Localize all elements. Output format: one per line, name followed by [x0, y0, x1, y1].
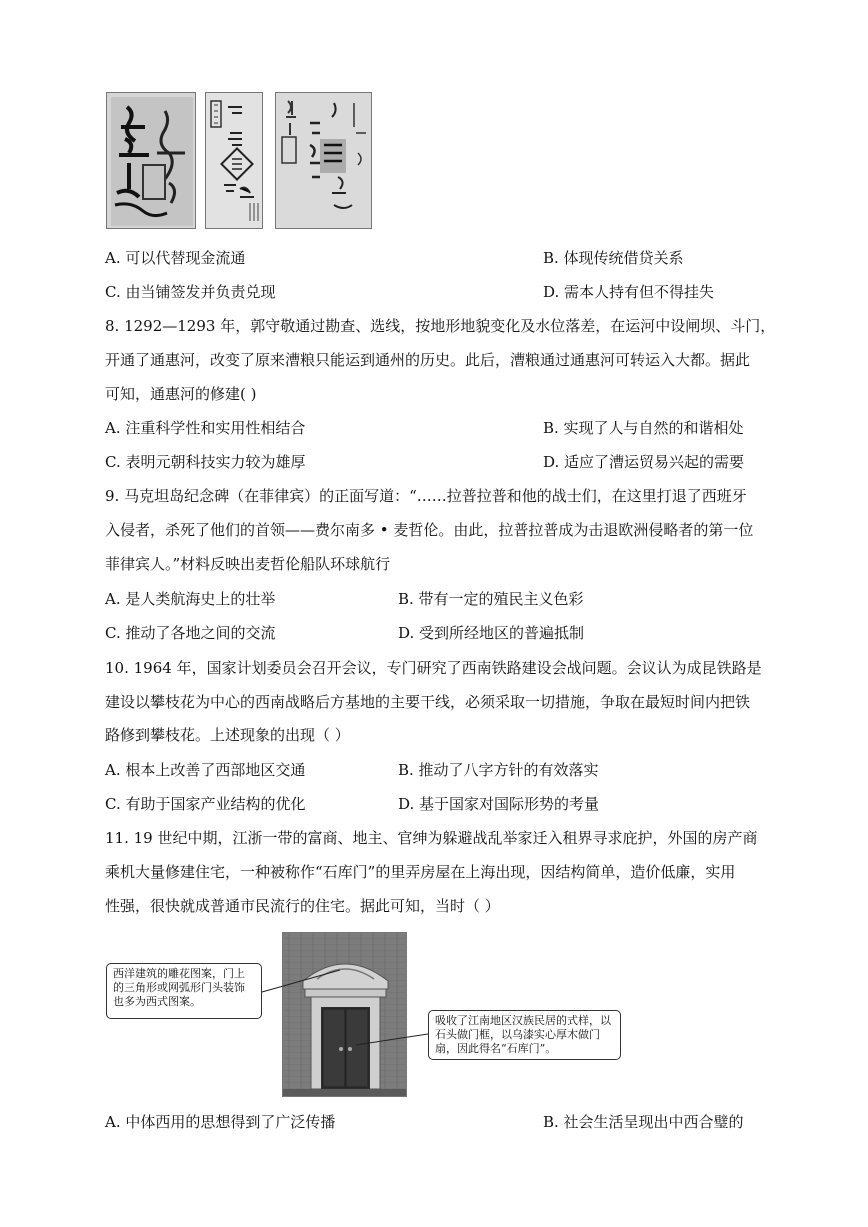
q9-option-d[interactable]: D. 受到所经地区的普遍抵制 [398, 624, 585, 642]
q11-option-a[interactable]: A. 中体西用的思想得到了广泛传播 [105, 1113, 336, 1131]
q9-stem-line-2: 入侵者，杀死了他们的首领——费尔南多 • 麦哲伦。由此，拉普拉普成为击退欧洲侵略者的第一位 [105, 521, 754, 539]
q8-option-a[interactable]: A. 注重科学性和实用性相结合 [105, 419, 306, 437]
q10-option-b[interactable]: B. 推动了八字方针的有效落实 [398, 761, 599, 779]
q9-stem-line-1: 9. 马克坦岛纪念碑（在菲律宾）的正面写道：“……拉普拉普和他的战士们，在这里打退了西班牙 [105, 487, 747, 505]
q8-option-b[interactable]: B. 实现了人与自然的和谐相处 [543, 419, 744, 437]
q7-option-c[interactable]: C. 由当铺签发并负责兑现 [105, 283, 276, 301]
q11-stem-line-1: 11. 19 世纪中期，江浙一带的富商、地主、官绅为躲避战乱举家迁入租界寻求庇护，外国的房产商 [105, 829, 758, 847]
callout-western-decoration: 西洋建筑的雕花图案，门上的三角形或网弧形门头装饰也多为西式图案。 [106, 963, 262, 1019]
q10-option-d[interactable]: D. 基于国家对国际形势的考量 [398, 795, 600, 813]
q11-stem-line-2: 乘机大量修建住宅，一种被称作“石库门”的里弄房屋在上海出现，因结构简单，造价低廉，实用 [105, 863, 736, 881]
q9-option-c[interactable]: C. 推动了各地之间的交流 [105, 624, 276, 642]
q11-stem-line-3: 性强，很快就成普通市民流行的住宅。据此可知，当时（ ） [105, 897, 500, 915]
q10-option-c[interactable]: C. 有助于国家产业结构的优化 [105, 795, 306, 813]
q10-stem-line-3: 路修到攀枝花。上述现象的出现（ ） [105, 726, 350, 744]
q8-stem-line-1: 8. 1292—1293 年，郭守敬通过勘查、选线，按地形地貌变化及水位落差，在运河中设闸坝、斗门， [105, 317, 776, 335]
q7-option-a[interactable]: A. 可以代替现金流通 [105, 249, 246, 267]
q8-stem-line-2: 开通了通惠河，改变了原来漕粮只能运到通州的历史。此后，漕粮通过通惠河可转运入大都。据此 [105, 351, 751, 369]
q9-option-a[interactable]: A. 是人类航海史上的壮举 [105, 590, 276, 608]
q10-stem-line-1: 10. 1964 年，国家计划委员会召开会议，专门研究了西南铁路建设会战问题。会议认为成昆铁路是 [105, 659, 762, 677]
q7-option-b[interactable]: B. 体现传统借贷关系 [543, 249, 684, 267]
q8-option-c[interactable]: C. 表明元朝科技实力较为雄厚 [105, 453, 306, 471]
callout-shikumen-origin: 吸收了江南地区汉族民居的式样，以石头做门框，以乌漆实心厚木做门扇，因此得名“石库门”。 [428, 1010, 621, 1060]
q8-stem-line-3: 可知，通惠河的修建( ) [105, 385, 257, 403]
q9-option-b[interactable]: B. 带有一定的殖民主义色彩 [398, 590, 584, 608]
q11-option-b[interactable]: B. 社会生活呈现出中西合璧的 [543, 1113, 744, 1131]
q10-stem-line-2: 建设以攀枝花为中心的西南战略后方基地的主要干线，必须采取一切措施，争取在最短时间内把铁 [105, 693, 751, 711]
q8-option-d[interactable]: D. 适应了漕运贸易兴起的需要 [543, 453, 745, 471]
q7-option-d[interactable]: D. 需本人持有但不得挂失 [543, 283, 715, 301]
q10-option-a[interactable]: A. 根本上改善了西部地区交通 [105, 761, 306, 779]
q9-stem-line-3: 菲律宾人。”材料反映出麦哲伦船队环球航行 [105, 555, 391, 573]
